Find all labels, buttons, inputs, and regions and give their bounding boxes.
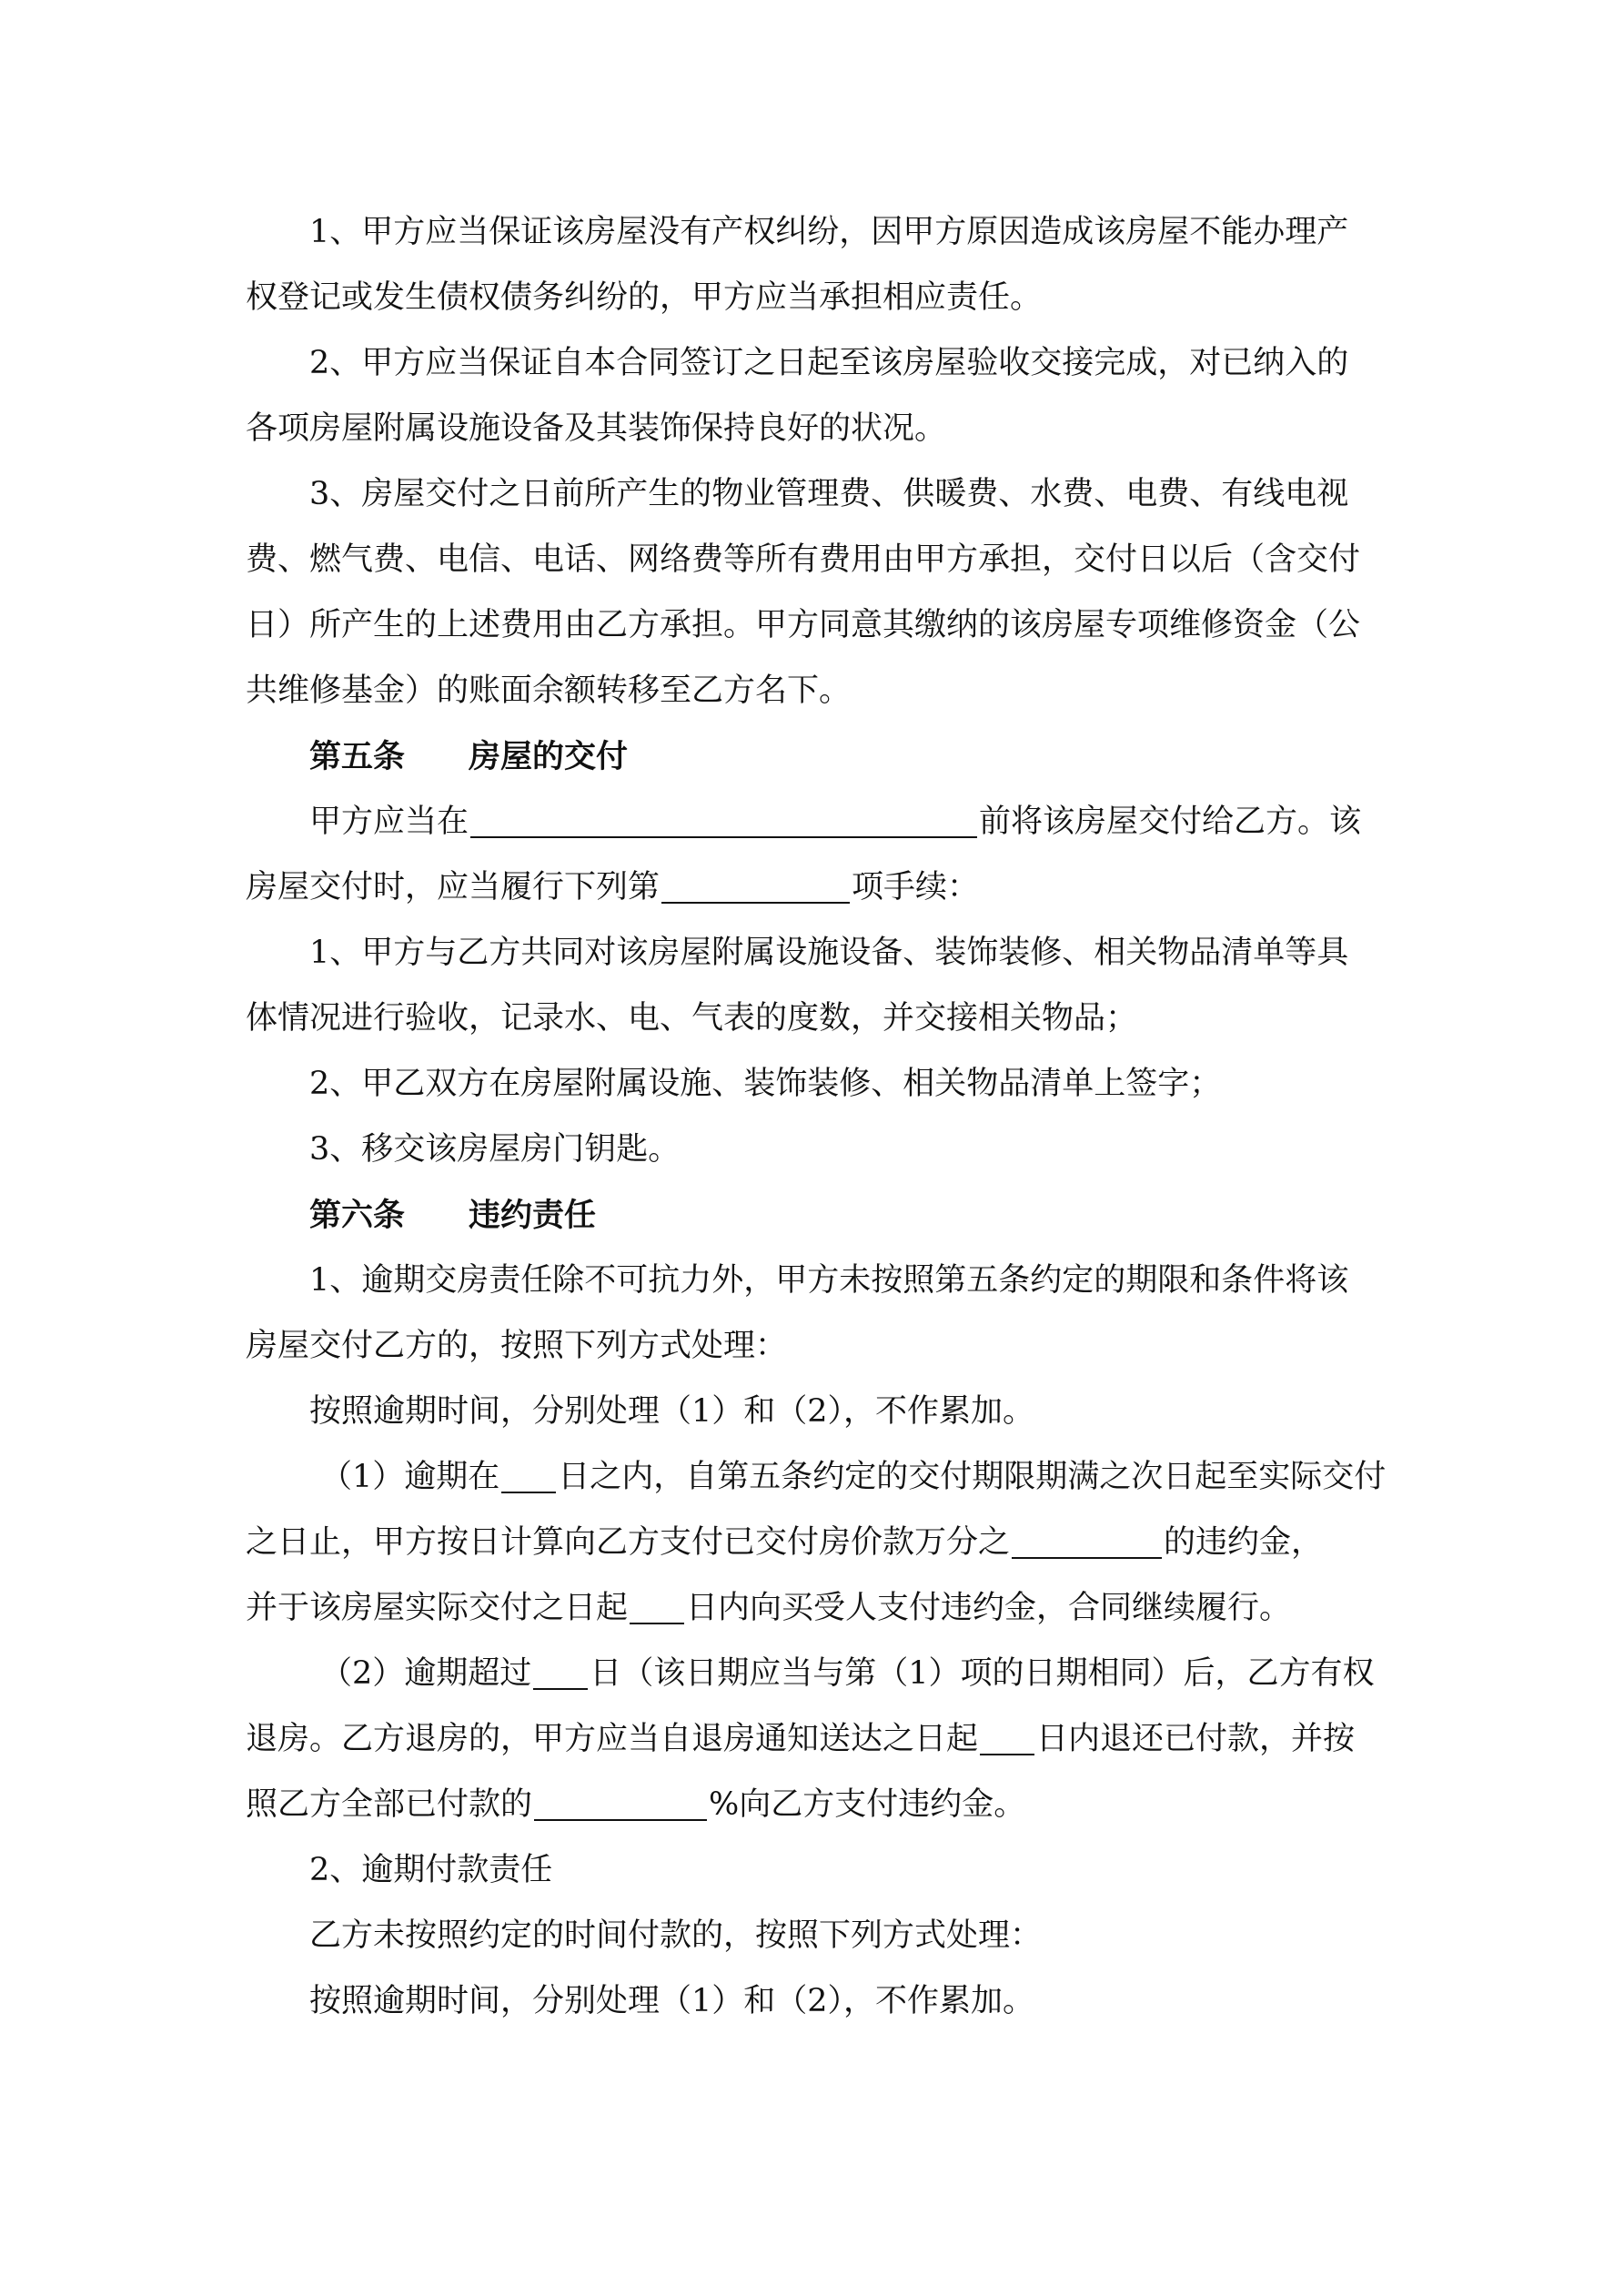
days-blank-field[interactable]	[630, 1593, 684, 1624]
paragraph-line: 体情况进行验收，记录水、电、气表的度数，并交接相关物品；	[246, 1000, 1138, 1037]
text-segment: （1）逾期在	[320, 1459, 500, 1495]
text-segment: 日内退还已付款，并按	[1036, 1721, 1356, 1757]
paragraph-line	[320, 1459, 1387, 1495]
paragraph-line: 费、燃气费、电信、电话、网络费等所有费用由甲方承担，交付日以后（含交付	[246, 541, 1361, 578]
paragraph-line: 2、甲方应当保证自本合同签订之日起至该房屋验收交接完成，对已纳入的	[309, 345, 1349, 381]
paragraph-line: 1、逾期交房责任除不可抗力外，甲方未按照第五条约定的期限和条件将该	[309, 1262, 1349, 1299]
paragraph-line: 乙方未按照约定的时间付款的，按照下列方式处理：	[309, 1917, 1043, 1954]
section-title: 违约责任	[469, 1197, 597, 1234]
text-segment: 项手续：	[852, 869, 980, 905]
paragraph-line: 房屋交付乙方的，按照下列方式处理：	[246, 1328, 788, 1364]
text-segment: 日之内，自第五条约定的交付期限期满之次日起至实际交付	[558, 1459, 1387, 1495]
text-segment: 日（该日期应当与第（1）项的日期相同）后，乙方有权	[590, 1655, 1375, 1692]
percent-blank-field[interactable]	[534, 1790, 707, 1821]
paragraph-line: 1、甲方与乙方共同对该房屋附属设施设备、装饰装修、相关物品清单等具	[309, 935, 1349, 971]
section-heading	[309, 738, 629, 775]
paragraph-line	[246, 1524, 1324, 1561]
text-segment: 照乙方全部已付款的	[246, 1786, 533, 1823]
paragraph-line: 权登记或发生债权债务纠纷的，甲方应当承担相应责任。	[246, 279, 1043, 316]
item-number-blank-field[interactable]	[661, 873, 850, 904]
paragraph-line: 2、逾期付款责任	[309, 1852, 553, 1888]
paragraph-line	[309, 806, 1361, 838]
paragraph-line: 3、移交该房屋房门钥匙。	[309, 1131, 681, 1168]
days-blank-field[interactable]	[501, 1462, 556, 1493]
text-segment: 前将该房屋交付给乙方。该	[979, 804, 1362, 840]
text-segment: （2）逾期超过	[320, 1655, 532, 1692]
paragraph-line: 按照逾期时间，分别处理（1）和（2），不作累加。	[309, 1983, 1035, 2019]
text-segment: 甲方应当在	[309, 804, 469, 840]
paragraph-line	[246, 869, 980, 905]
paragraph-line: 按照逾期时间，分别处理（1）和（2），不作累加。	[309, 1393, 1035, 1430]
days-blank-field[interactable]	[533, 1659, 588, 1690]
text-segment: 房屋交付时，应当履行下列第	[246, 869, 661, 905]
paragraph-line	[246, 1786, 1026, 1823]
paragraph-line	[246, 1721, 1356, 1757]
date-blank-field[interactable]	[470, 807, 977, 838]
paragraph-line: 日）所产生的上述费用由乙方承担。甲方同意其缴纳的该房屋专项维修资金（公	[246, 607, 1361, 643]
section-number: 第六条	[309, 1197, 406, 1234]
text-segment: 的违约金，	[1164, 1524, 1324, 1561]
paragraph-line: 共维修基金）的账面余额转移至乙方名下。	[246, 673, 852, 709]
text-segment: 并于该房屋实际交付之日起	[246, 1590, 629, 1626]
paragraph-line: 3、房屋交付之日前所产生的物业管理费、供暖费、水费、电费、有线电视	[309, 476, 1349, 512]
rate-blank-field[interactable]	[1012, 1528, 1162, 1559]
text-segment: 日内向买受人支付违约金，合同继续履行。	[686, 1590, 1292, 1626]
paragraph-line: 1、甲方应当保证该房屋没有产权纠纷，因甲方原因造成该房屋不能办理产	[309, 214, 1349, 250]
paragraph-line	[320, 1655, 1375, 1692]
text-segment: 之日止，甲方按日计算向乙方支付已交付房价款万分之	[246, 1524, 1011, 1561]
days-blank-field[interactable]	[980, 1725, 1034, 1755]
section-number: 第五条	[309, 738, 406, 775]
text-segment: %向乙方支付违约金。	[709, 1786, 1026, 1823]
section-title: 房屋的交付	[469, 738, 629, 775]
paragraph-line: 各项房屋附属设施设备及其装饰保持良好的状况。	[246, 410, 947, 447]
paragraph-line	[246, 1590, 1292, 1626]
section-heading	[309, 1197, 597, 1234]
text-segment: 退房。乙方退房的，甲方应当自退房通知送达之日起	[246, 1721, 979, 1757]
paragraph-line: 2、甲乙双方在房屋附属设施、装饰装修、相关物品清单上签字；	[309, 1066, 1222, 1102]
